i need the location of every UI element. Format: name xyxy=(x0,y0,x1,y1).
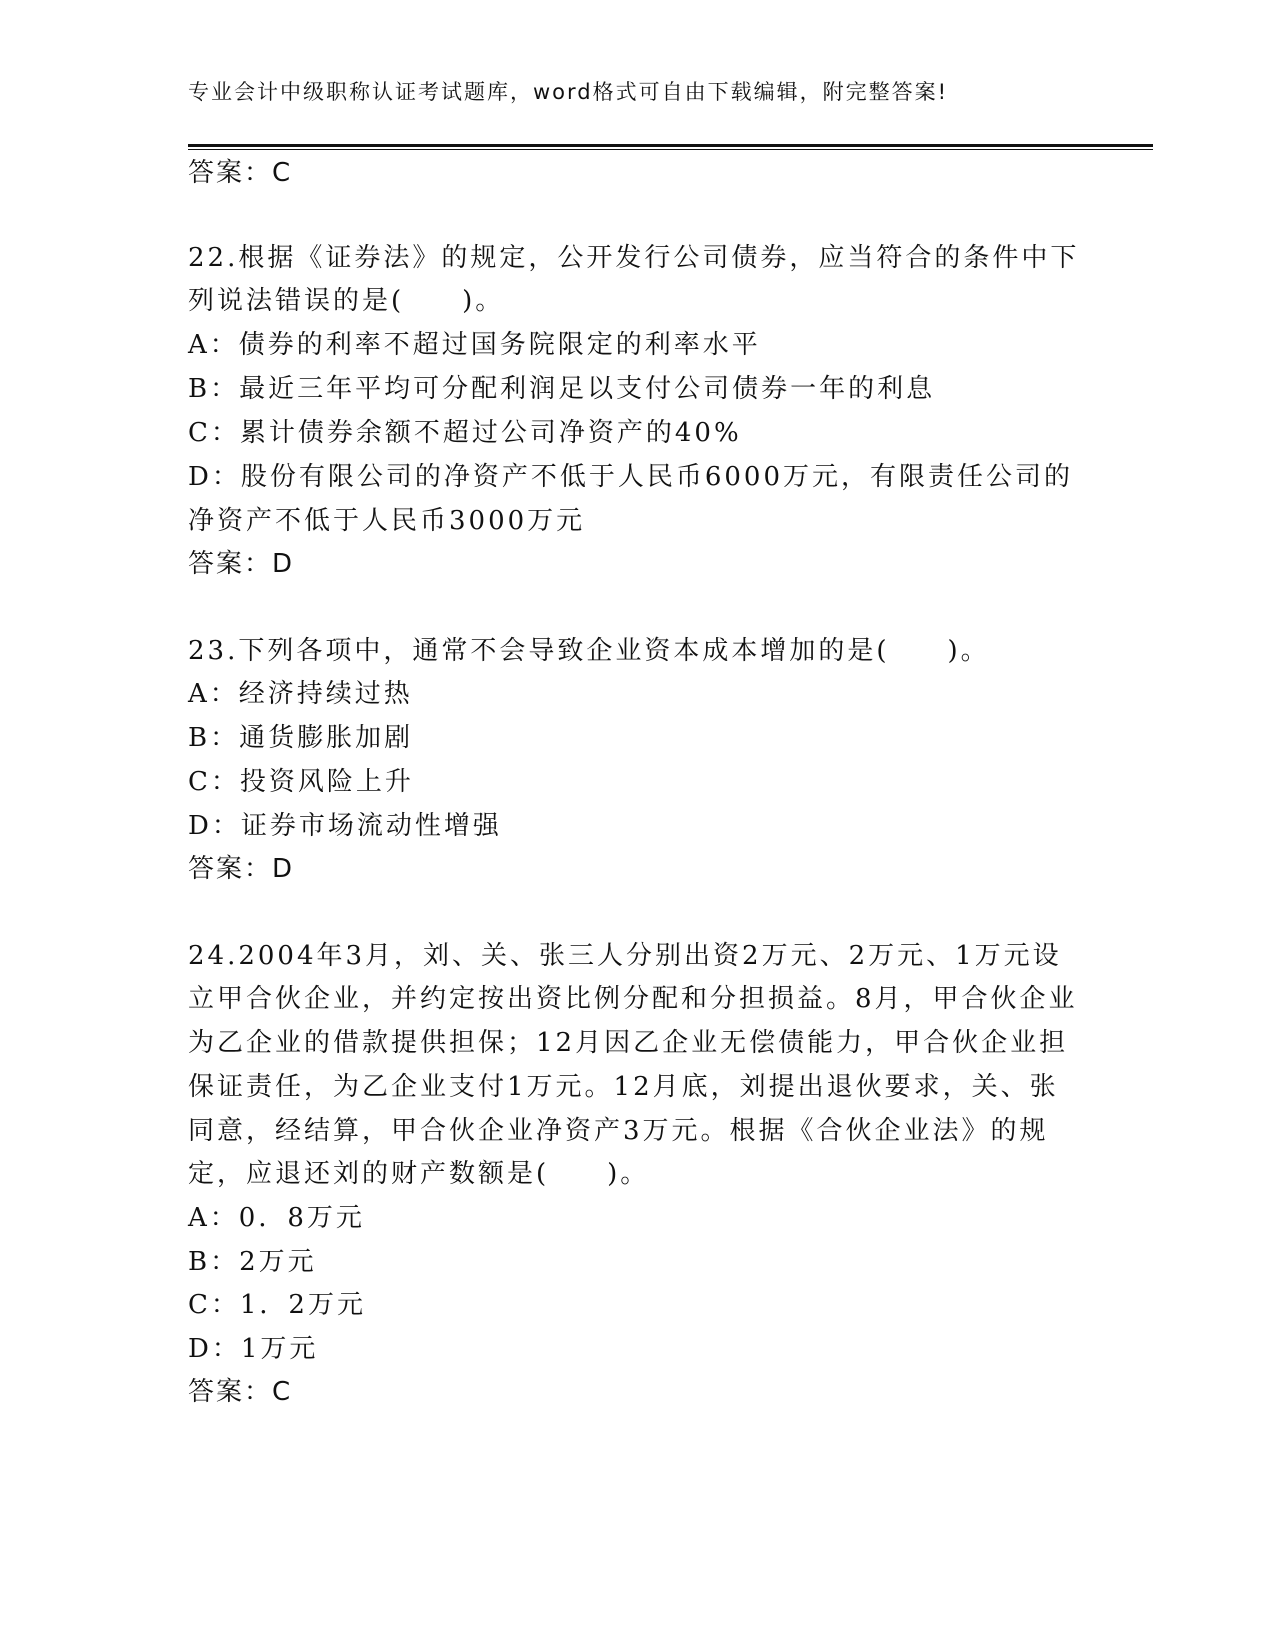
q22-option-a: A：债券的利率不超过国务院限定的利率水平 xyxy=(188,330,761,360)
q22-option-b: B：最近三年平均可分配利润足以支付公司债券一年的利息 xyxy=(188,374,936,404)
q24-stem-line4: 保证责任，为乙企业支付1万元。12月底，刘提出退伙要求，关、张 xyxy=(188,1072,1059,1102)
header-divider-thick xyxy=(188,144,1153,147)
q24-stem-line5: 同意，经结算，甲合伙企业净资产3万元。根据《合伙企业法》的规 xyxy=(188,1116,1049,1146)
q24-stem-line1: 24.2004年3月，刘、关、张三人分别出资2万元、2万元、1万元设 xyxy=(188,941,1062,971)
q22-option-d-line1: D：股份有限公司的净资产不低于人民币6000万元，有限责任公司的 xyxy=(188,462,1074,492)
q22-stem-line2: 列说法错误的是( )。 xyxy=(188,286,505,316)
q22-option-c: C：累计债券余额不超过公司净资产的40% xyxy=(188,418,742,448)
q24-stem-line2: 立甲合伙企业，并约定按出资比例分配和分担损益。8月，甲合伙企业 xyxy=(188,984,1078,1014)
q24-option-b: B：2万元 xyxy=(188,1247,317,1277)
q22-stem-line1: 22.根据《证券法》的规定，公开发行公司债券，应当符合的条件中下 xyxy=(188,243,1080,273)
q24-option-c: C：1．2万元 xyxy=(188,1290,366,1320)
q24-option-d: D：1万元 xyxy=(188,1334,319,1364)
q23-option-c: C：投资风险上升 xyxy=(188,767,414,797)
q23-stem: 23.下列各项中，通常不会导致企业资本成本增加的是( )。 xyxy=(188,636,990,666)
q24-stem-line6: 定，应退还刘的财产数额是( )。 xyxy=(188,1159,650,1189)
page-header: 专业会计中级职称认证考试题库，word格式可自由下载编辑，附完整答案! xyxy=(188,80,949,104)
q24-answer: 答案：C xyxy=(188,1377,293,1407)
q23-option-b: B：通货膨胀加剧 xyxy=(188,723,414,753)
q22-option-d-line2: 净资产不低于人民币3000万元 xyxy=(188,506,586,536)
header-divider-thin xyxy=(188,149,1153,150)
q23-option-d: D：证券市场流动性增强 xyxy=(188,811,502,841)
q23-answer: 答案：D xyxy=(188,854,295,884)
q23-option-a: A：经济持续过热 xyxy=(188,679,413,709)
q22-answer: 答案：D xyxy=(188,549,295,579)
answer-21: 答案：C xyxy=(188,158,293,188)
q24-stem-line3: 为乙企业的借款提供担保；12月因乙企业无偿债能力，甲合伙企业担 xyxy=(188,1028,1069,1058)
q24-option-a: A：0．8万元 xyxy=(188,1203,365,1233)
